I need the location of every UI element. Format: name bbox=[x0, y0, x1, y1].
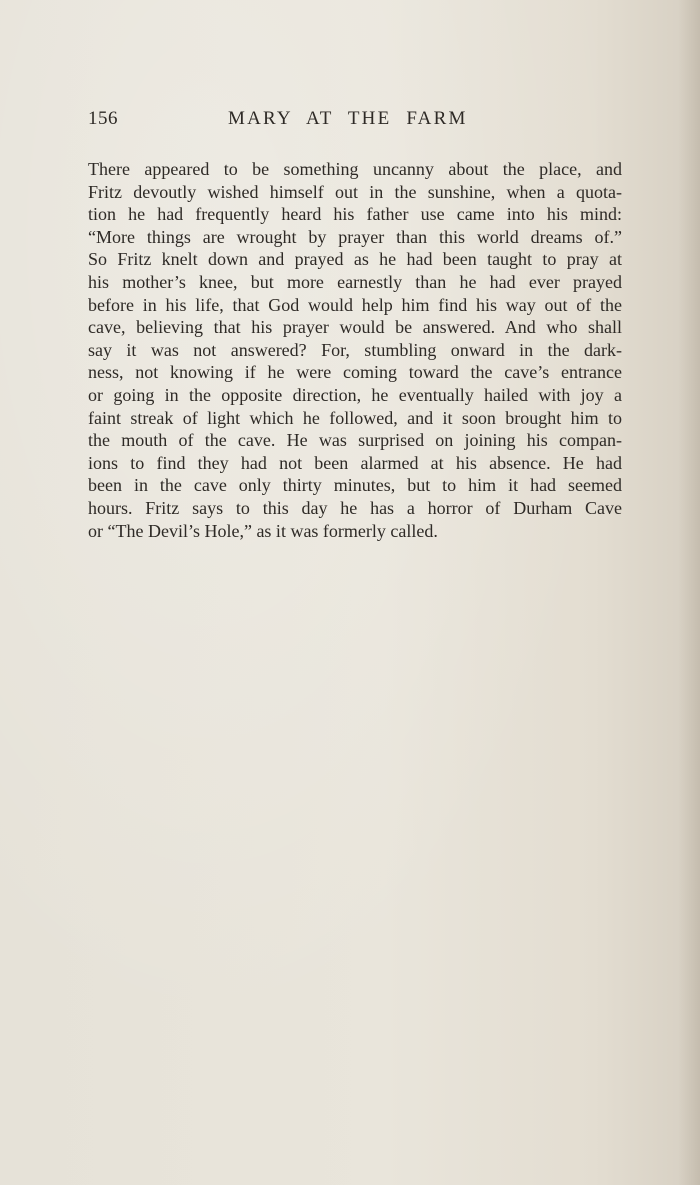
text-line: say it was not answered? For, stumbling onward in the dark- bbox=[88, 339, 622, 360]
text-line-last: or “The Devil’s Hole,” as it was formerly called. bbox=[88, 520, 438, 541]
text-line: cave, believing that his prayer would be answered. And who shall bbox=[88, 317, 622, 338]
running-head bbox=[88, 108, 622, 134]
text-line: the mouth of the cave. He was surprised on joining his compan- bbox=[88, 430, 622, 451]
text-line: “More things are wrought by prayer than this world dreams of.” bbox=[88, 226, 622, 247]
body-text bbox=[88, 158, 622, 542]
text-line: hours. Fritz says to this day he has a horror of Durham Cave bbox=[88, 497, 622, 518]
page-edge-shadow bbox=[678, 0, 700, 1185]
text-line: ness, not knowing if he were coming toward the cave’s entrance bbox=[88, 362, 622, 383]
text-line: his mother’s knee, but more earnestly than he had ever prayed bbox=[88, 271, 622, 292]
text-line: or going in the opposite direction, he eventually hailed with joy a bbox=[88, 384, 622, 405]
text-line: ions to find they had not been alarmed at his absence. He had bbox=[88, 452, 622, 473]
text-line: faint streak of light which he followed, and it soon brought him to bbox=[88, 407, 622, 428]
running-title: MARY AT THE FARM bbox=[228, 108, 468, 129]
text-line: So Fritz knelt down and prayed as he had been taught to pray at bbox=[88, 249, 622, 270]
text-line: Fritz devoutly wished himself out in the sunshine, when a quota- bbox=[88, 181, 622, 202]
text-line: There appeared to be something uncanny about the place, and bbox=[88, 159, 622, 179]
text-line: before in his life, that God would help him find his way out of the bbox=[88, 294, 622, 315]
page-number: 156 bbox=[88, 108, 118, 129]
text-line: been in the cave only thirty minutes, but to him it had seemed bbox=[88, 475, 622, 496]
text-line: tion he had frequently heard his father use came into his mind: bbox=[88, 204, 622, 225]
